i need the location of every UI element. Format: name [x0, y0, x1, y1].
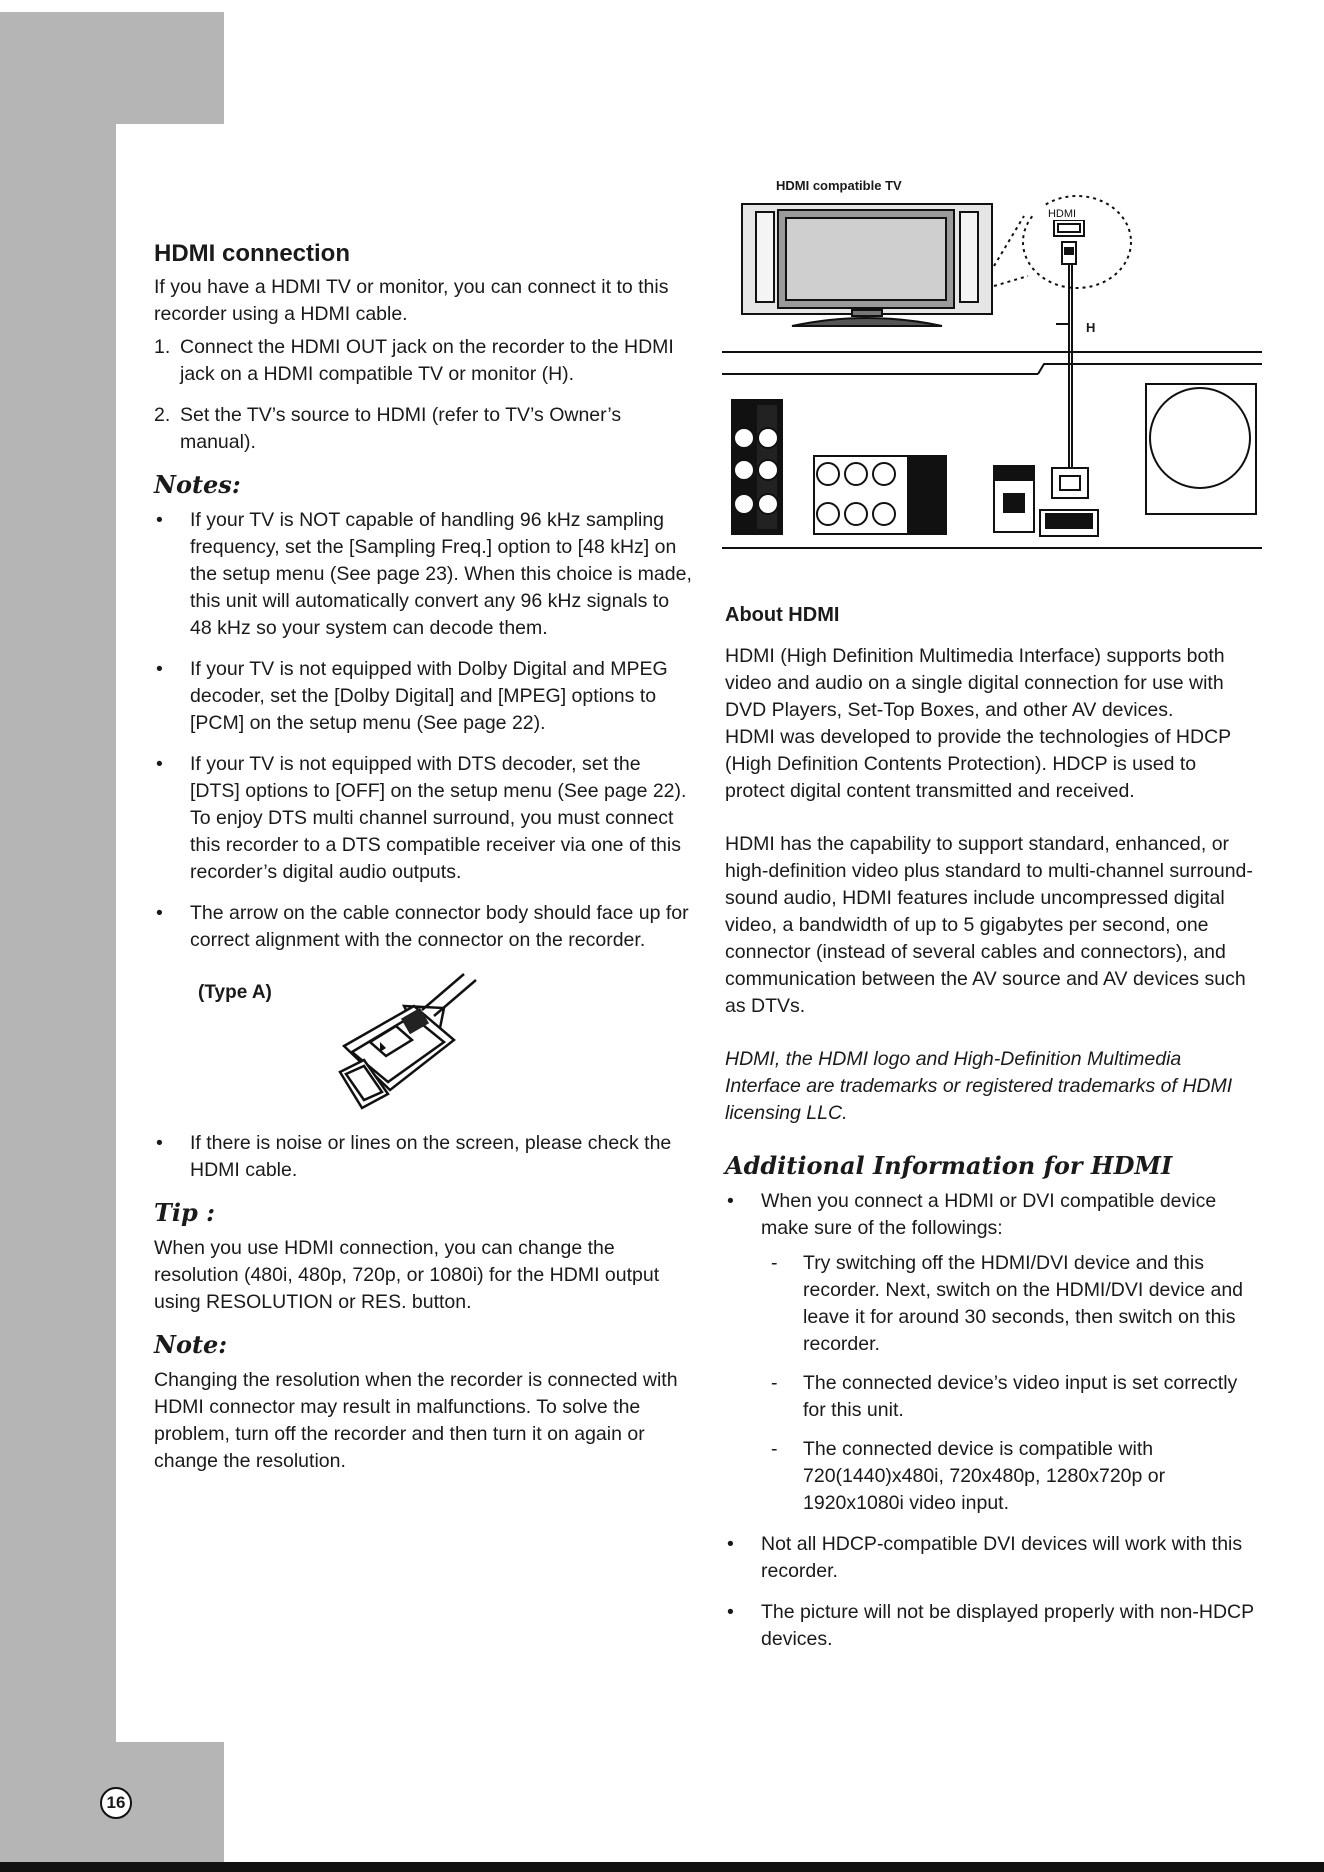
step-item: 1. Connect the HDMI OUT jack on the recorder to the HDMI jack on a HDMI compatible TV or monitor (H).	[154, 336, 674, 385]
note-item: • If your TV is not equipped with DTS decoder, set the [DTS] options to [OFF] on the setup menu (See page 22). To enjoy DTS multi channel surround, you must connect this recorder to a DTS compatible receiver via one of this recorder’s digital audio outputs.	[154, 751, 694, 886]
about-paragraph: HDMI was developed to provide the technologies of HDCP (High Definition Contents Protection). HDCP is used to protect digital content transmitted and received.	[725, 726, 1231, 802]
left-column	[154, 240, 694, 1475]
additional-info-list	[725, 1188, 1260, 1653]
hdmi-plug-icon	[304, 968, 504, 1118]
intro-paragraph: If you have a HDMI TV or monitor, you can connect it to this recorder using a HDMI cable.	[154, 276, 669, 325]
diagram-drawing	[722, 176, 1262, 556]
additional-info-item: • When you connect a HDMI or DVI compatible device make sure of the followings: - Try switching off the HDMI/DVI device and this recorder. Next, switch on the HDMI/DVI device and leave it for around 30 seconds, then switch on this recorder. - The connected device’s video input is set correctly for this unit. - The connected device is compatible with 720(1440)x480i, 720x480p, 1280x720p or 1920x1080i video input.	[725, 1188, 1260, 1517]
page-margin-band	[0, 12, 116, 1862]
right-column	[725, 604, 1260, 1667]
connection-diagram	[722, 176, 1262, 556]
tv-label: HDMI compatible TV	[776, 178, 902, 193]
additional-info-heading: Additional Information for HDMI	[725, 1151, 1173, 1180]
additional-info-item: • The picture will not be displayed properly with non-HDCP devices.	[725, 1599, 1260, 1653]
notes-list	[154, 507, 694, 954]
note-heading: Note:	[154, 1330, 228, 1359]
trademark-notice: HDMI, the HDMI logo and High-Definition Multimedia Interface are trademarks or registered trademarks of HDMI licensing LLC.	[725, 1048, 1233, 1124]
about-paragraph: HDMI has the capability to support standard, enhanced, or high-definition video plus standard to multi-channel surround-sound audio, HDMI features include uncompressed digital video, a bandwidth of up to 5 gigabytes per second, one connector (instead of several cables and connectors), and communication between the AV source and AV devices such as DTVs.	[725, 833, 1253, 1017]
note-text: Changing the resolution when the recorder is connected with HDMI connector may result in malfunctions. To solve the problem, turn off the recorder and then turn it on again or change the resolution.	[154, 1369, 678, 1472]
sub-item: - The connected device is compatible with 720(1440)x480i, 720x480p, 1280x720p or 1920x1080i video input.	[761, 1436, 1260, 1517]
tip-text: When you use HDMI connection, you can change the resolution (480i, 480p, 720p, or 1080i) for the HDMI output using RESOLUTION or RES. button.	[154, 1237, 660, 1313]
additional-info-item: • Not all HDCP-compatible DVI devices will work with this recorder.	[725, 1531, 1260, 1585]
section-title-about-hdmi: About HDMI	[725, 604, 840, 626]
note-item: • If your TV is NOT capable of handling 96 kHz sampling frequency, set the [Sampling Freq.] option to [48 kHz] on the setup menu (See page 23). When this choice is made, this unit will automatically convert any 96 kHz signals to 48 kHz so your system can decode them.	[154, 507, 694, 642]
note-item: • The arrow on the cable connector body should face up for correct alignment with the connector on the recorder.	[154, 900, 694, 954]
page-margin-band	[116, 1742, 224, 1862]
notes-heading: Notes:	[154, 470, 241, 499]
sub-item: - Try switching off the HDMI/DVI device and this recorder. Next, switch on the HDMI/DVI device and leave it for around 30 seconds, then switch on this recorder.	[761, 1250, 1260, 1358]
sub-item: - The connected device’s video input is set correctly for this unit.	[761, 1370, 1260, 1424]
tip-heading: Tip :	[154, 1198, 215, 1227]
sub-list	[761, 1250, 1260, 1517]
page-number: 16	[100, 1787, 132, 1819]
step-item: 2. Set the TV’s source to HDMI (refer to TV’s Owner’s manual).	[154, 404, 622, 453]
hdmi-tag: HDMI	[1047, 208, 1077, 220]
note-item: • If there is noise or lines on the screen, please check the HDMI cable.	[154, 1130, 694, 1184]
section-title-hdmi-connection: HDMI connection	[154, 240, 350, 267]
connector-type-label: (Type A)	[198, 982, 272, 1003]
notes-list-extra	[154, 1130, 694, 1184]
steps-list	[154, 334, 694, 456]
about-paragraph: HDMI (High Definition Multimedia Interface) supports both video and audio on a single digital connection for use with DVD Players, Set-Top Boxes, and other AV devices.	[725, 645, 1225, 721]
bottom-rule	[0, 1862, 1324, 1872]
connector-illustration	[154, 968, 694, 1118]
note-item: • If your TV is not equipped with Dolby Digital and MPEG decoder, set the [Dolby Digital] and [MPEG] options to [PCM] on the setup menu (See page 22).	[154, 656, 694, 737]
cable-label: H	[1086, 320, 1096, 335]
